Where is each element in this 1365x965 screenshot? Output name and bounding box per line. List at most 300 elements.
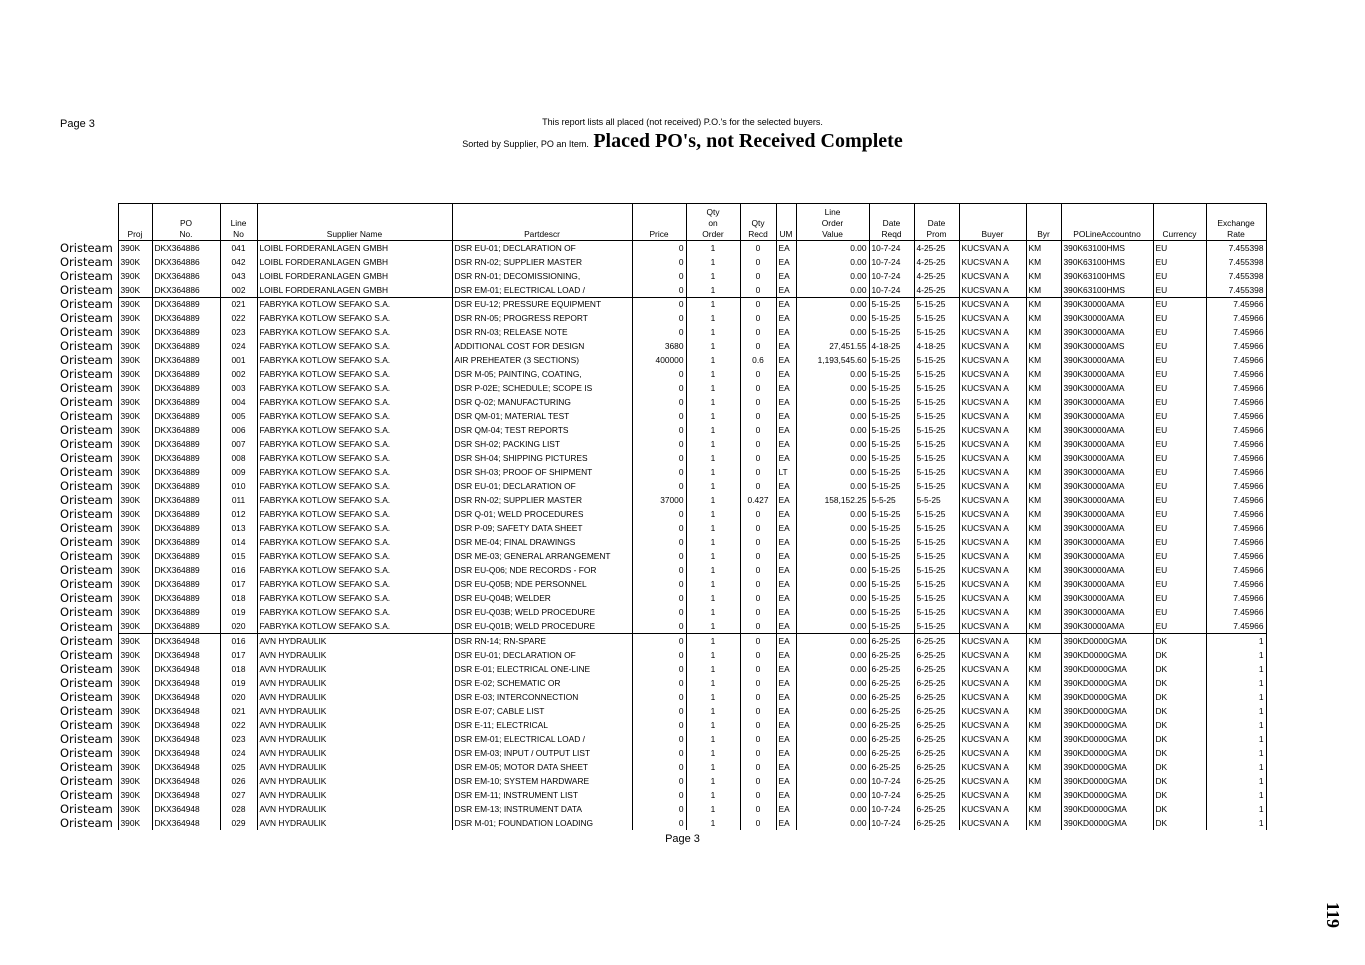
table-cell: 5-15-25 bbox=[914, 577, 959, 591]
table-cell: 1 bbox=[1206, 732, 1266, 746]
table-row bbox=[58, 802, 1266, 816]
org-label: Oristeam bbox=[60, 437, 113, 452]
table-cell: LT bbox=[776, 465, 796, 479]
table-cell: 022 bbox=[220, 718, 257, 732]
table-row bbox=[58, 521, 1266, 535]
column-header: PO No. bbox=[152, 204, 220, 241]
table-cell: 6-25-25 bbox=[869, 690, 914, 704]
table-cell: 7.45966 bbox=[1206, 493, 1266, 507]
table-cell: 4-25-25 bbox=[914, 269, 959, 283]
table-cell: 0 bbox=[632, 619, 686, 633]
table-row bbox=[58, 465, 1266, 479]
table-cell: 027 bbox=[220, 788, 257, 802]
table-cell: 0.00 bbox=[796, 325, 869, 339]
table-cell: 042 bbox=[220, 255, 257, 269]
table-cell: DKX364889 bbox=[152, 437, 220, 451]
table-cell: FABRYKA KOTLOW SEFAKO S.A. bbox=[257, 395, 452, 409]
table-cell: 5-15-25 bbox=[914, 423, 959, 437]
table-cell: 5-15-25 bbox=[914, 605, 959, 619]
table-cell: AVN HYDRAULIK bbox=[257, 718, 452, 732]
table-cell: EU bbox=[1153, 339, 1206, 353]
table-row bbox=[58, 283, 1266, 297]
table-cell: 7.45966 bbox=[1206, 521, 1266, 535]
table-cell: KUCSVAN A bbox=[959, 325, 1026, 339]
table-cell: 5-5-25 bbox=[914, 493, 959, 507]
table-cell: 0.6 bbox=[740, 353, 776, 367]
column-header: Currency bbox=[1153, 204, 1206, 241]
page-footer: Page 3 bbox=[665, 833, 700, 845]
table-cell: 390K bbox=[118, 690, 152, 704]
table-cell: DKX364889 bbox=[152, 367, 220, 381]
table-row bbox=[58, 732, 1266, 746]
table-cell: FABRYKA KOTLOW SEFAKO S.A. bbox=[257, 549, 452, 563]
table-cell: LOIBL FORDERANLAGEN GMBH bbox=[257, 283, 452, 297]
table-cell: DK bbox=[1153, 718, 1206, 732]
org-label: Oristeam bbox=[60, 325, 113, 340]
table-cell: 390K63100HMS bbox=[1061, 241, 1153, 255]
table-cell: 0.00 bbox=[796, 451, 869, 465]
table-cell: 6-25-25 bbox=[869, 704, 914, 718]
column-header: Buyer bbox=[959, 204, 1026, 241]
table-cell: DKX364948 bbox=[152, 760, 220, 774]
table-cell: 6-25-25 bbox=[914, 774, 959, 788]
table-cell: 5-15-25 bbox=[869, 577, 914, 591]
table-cell: 1 bbox=[686, 395, 740, 409]
org-label: Oristeam bbox=[60, 535, 113, 550]
table-cell: DSR EM-13; INSTRUMENT DATA bbox=[452, 802, 632, 816]
table-cell: KM bbox=[1026, 339, 1061, 353]
table-cell: DKX364889 bbox=[152, 591, 220, 605]
column-header: Qty on Order bbox=[686, 204, 740, 241]
table-cell: DSR EU-Q04B; WELDER bbox=[452, 591, 632, 605]
table-cell: 016 bbox=[220, 563, 257, 577]
column-header: POLineAccountno bbox=[1061, 204, 1153, 241]
table-cell: 390K30000AMA bbox=[1061, 353, 1153, 367]
table-cell: 0.00 bbox=[796, 760, 869, 774]
table-cell: 6-25-25 bbox=[914, 676, 959, 690]
table-cell: DKX364948 bbox=[152, 662, 220, 676]
table-cell: EU bbox=[1153, 297, 1206, 311]
table-cell: 6-25-25 bbox=[914, 816, 959, 830]
table-cell: 1 bbox=[686, 451, 740, 465]
table-cell: DK bbox=[1153, 732, 1206, 746]
table-cell: 020 bbox=[220, 690, 257, 704]
table-cell: 390K bbox=[118, 311, 152, 325]
table-cell: KUCSVAN A bbox=[959, 367, 1026, 381]
table-cell: KM bbox=[1026, 704, 1061, 718]
table-cell: 019 bbox=[220, 676, 257, 690]
table-cell: 390KD0000GMA bbox=[1061, 662, 1153, 676]
table-cell: 390K bbox=[118, 676, 152, 690]
table-cell: DKX364889 bbox=[152, 605, 220, 619]
table-cell: ADDITIONAL COST FOR DESIGN bbox=[452, 339, 632, 353]
table-cell: EA bbox=[776, 409, 796, 423]
table-cell: 012 bbox=[220, 507, 257, 521]
table-cell: 024 bbox=[220, 339, 257, 353]
table-cell: 5-15-25 bbox=[869, 605, 914, 619]
table-cell: 1 bbox=[686, 353, 740, 367]
table-cell: 390K bbox=[118, 241, 152, 255]
table-cell: DK bbox=[1153, 802, 1206, 816]
table-cell: 5-15-25 bbox=[869, 297, 914, 311]
table-cell: 6-25-25 bbox=[869, 718, 914, 732]
table-cell: 5-15-25 bbox=[869, 381, 914, 395]
table-cell: AVN HYDRAULIK bbox=[257, 788, 452, 802]
table-cell: 1 bbox=[686, 493, 740, 507]
table-cell: 390K bbox=[118, 577, 152, 591]
table-cell: 1 bbox=[686, 549, 740, 563]
table-cell: KUCSVAN A bbox=[959, 746, 1026, 760]
table-cell: DKX364948 bbox=[152, 732, 220, 746]
table-cell: 016 bbox=[220, 634, 257, 648]
table-cell: 0 bbox=[740, 676, 776, 690]
table-row bbox=[58, 381, 1266, 395]
page-title: Placed PO's, not Received Complete bbox=[593, 130, 903, 152]
org-label: Oristeam bbox=[60, 353, 113, 368]
table-row bbox=[58, 535, 1266, 549]
table-cell: 0 bbox=[740, 395, 776, 409]
table-cell: 390K bbox=[118, 269, 152, 283]
table-cell: KUCSVAN A bbox=[959, 732, 1026, 746]
table-cell: 0 bbox=[740, 423, 776, 437]
table-cell: DKX364948 bbox=[152, 718, 220, 732]
table-cell: 0 bbox=[632, 690, 686, 704]
table-cell: 0.00 bbox=[796, 605, 869, 619]
table-cell: KM bbox=[1026, 353, 1061, 367]
table-cell: DSR E-03; INTERCONNECTION bbox=[452, 690, 632, 704]
table-cell: EA bbox=[776, 774, 796, 788]
table-cell: 6-25-25 bbox=[914, 746, 959, 760]
table-cell: 1 bbox=[1206, 802, 1266, 816]
table-cell: 390K30000AMA bbox=[1061, 479, 1153, 493]
table-row bbox=[58, 311, 1266, 325]
table-cell: 0.00 bbox=[796, 619, 869, 633]
org-label: Oristeam bbox=[60, 773, 113, 788]
table-cell: 390K bbox=[118, 493, 152, 507]
table-cell: 0 bbox=[740, 746, 776, 760]
table-cell: EA bbox=[776, 732, 796, 746]
table-cell: 37000 bbox=[632, 493, 686, 507]
table-cell: EA bbox=[776, 339, 796, 353]
table-cell: 1 bbox=[686, 367, 740, 381]
table-cell: KM bbox=[1026, 311, 1061, 325]
table-cell: 27,451.55 bbox=[796, 339, 869, 353]
org-label: Oristeam bbox=[60, 381, 113, 396]
table-cell: 390K30000AMA bbox=[1061, 297, 1153, 311]
table-cell: 6-25-25 bbox=[914, 704, 959, 718]
table-cell: AVN HYDRAULIK bbox=[257, 746, 452, 760]
table-cell: 5-15-25 bbox=[869, 591, 914, 605]
table-cell: 0.427 bbox=[740, 493, 776, 507]
table-cell: 041 bbox=[220, 241, 257, 255]
table-cell: 390K bbox=[118, 381, 152, 395]
table-cell: 390K30000AMA bbox=[1061, 325, 1153, 339]
table-cell: 7.45966 bbox=[1206, 437, 1266, 451]
table-cell: 026 bbox=[220, 774, 257, 788]
table-cell: 390K30000AMA bbox=[1061, 577, 1153, 591]
table-cell: 1 bbox=[686, 507, 740, 521]
table-cell: 1 bbox=[1206, 648, 1266, 662]
table-cell: KUCSVAN A bbox=[959, 718, 1026, 732]
table-cell: 5-15-25 bbox=[914, 381, 959, 395]
org-label: Oristeam bbox=[60, 745, 113, 760]
table-cell: 1 bbox=[1206, 662, 1266, 676]
table-cell: 5-15-25 bbox=[869, 535, 914, 549]
table-cell: 390K30000AMA bbox=[1061, 521, 1153, 535]
table-cell: 5-15-25 bbox=[914, 535, 959, 549]
table-cell: 5-15-25 bbox=[869, 479, 914, 493]
table-cell: EA bbox=[776, 648, 796, 662]
table-cell: 390K bbox=[118, 451, 152, 465]
table-cell: 0 bbox=[632, 802, 686, 816]
table-row bbox=[58, 395, 1266, 409]
table-cell: DSR RN-01; DECOMISSIONING, bbox=[452, 269, 632, 283]
table-cell: 0.00 bbox=[796, 591, 869, 605]
table-cell: 7.45966 bbox=[1206, 409, 1266, 423]
table-cell: 0.00 bbox=[796, 241, 869, 255]
table-cell: KM bbox=[1026, 479, 1061, 493]
table-cell: 5-15-25 bbox=[869, 507, 914, 521]
table-cell: KUCSVAN A bbox=[959, 690, 1026, 704]
column-header: Date Reqd bbox=[869, 204, 914, 241]
table-row bbox=[58, 577, 1266, 591]
table-cell: DSR RN-02; SUPPLIER MASTER bbox=[452, 493, 632, 507]
table-cell: KUCSVAN A bbox=[959, 676, 1026, 690]
table-cell: DKX364948 bbox=[152, 648, 220, 662]
table-cell: DKX364889 bbox=[152, 493, 220, 507]
org-label: Oristeam bbox=[60, 479, 113, 494]
table-cell: KM bbox=[1026, 619, 1061, 633]
table-cell: KM bbox=[1026, 549, 1061, 563]
table-cell: 390K30000AMA bbox=[1061, 535, 1153, 549]
org-label: Oristeam bbox=[60, 282, 113, 297]
table-cell: 0 bbox=[632, 535, 686, 549]
table-cell: 390K63100HMS bbox=[1061, 269, 1153, 283]
table-cell: EU bbox=[1153, 311, 1206, 325]
table-cell: EU bbox=[1153, 367, 1206, 381]
table-row bbox=[58, 437, 1266, 451]
page-label: Page 3 bbox=[60, 118, 95, 130]
table-cell: DSR QM-04; TEST REPORTS bbox=[452, 423, 632, 437]
table-row bbox=[58, 634, 1266, 648]
table-cell: 6-25-25 bbox=[869, 760, 914, 774]
table-row bbox=[58, 549, 1266, 563]
table-cell: 5-15-25 bbox=[869, 619, 914, 633]
table-cell: 390K63100HMS bbox=[1061, 255, 1153, 269]
table-cell: 390K bbox=[118, 718, 152, 732]
table-header-row bbox=[58, 204, 1266, 241]
table-cell: 0 bbox=[632, 591, 686, 605]
table-cell: 390K bbox=[118, 255, 152, 269]
org-label: Oristeam bbox=[60, 675, 113, 690]
table-cell: 0 bbox=[740, 269, 776, 283]
table-cell: 028 bbox=[220, 802, 257, 816]
column-header: Proj bbox=[118, 204, 152, 241]
table-row bbox=[58, 507, 1266, 521]
table-row bbox=[58, 619, 1266, 633]
table-cell: KM bbox=[1026, 297, 1061, 311]
table-cell: 0.00 bbox=[796, 255, 869, 269]
table-cell: 0 bbox=[740, 311, 776, 325]
table-cell: 0.00 bbox=[796, 662, 869, 676]
table-cell: 5-15-25 bbox=[914, 479, 959, 493]
table-cell: 003 bbox=[220, 381, 257, 395]
table-cell: 1 bbox=[1206, 704, 1266, 718]
table-cell: AVN HYDRAULIK bbox=[257, 732, 452, 746]
column-header: Line No bbox=[220, 204, 257, 241]
table-cell: 0 bbox=[740, 634, 776, 648]
table-cell: 400000 bbox=[632, 353, 686, 367]
table-cell: EU bbox=[1153, 535, 1206, 549]
table-cell: DK bbox=[1153, 816, 1206, 830]
table-cell: DSR EM-11; INSTRUMENT LIST bbox=[452, 788, 632, 802]
table-cell: EA bbox=[776, 591, 796, 605]
table-cell: 390K bbox=[118, 788, 152, 802]
table-cell: DSR RN-05; PROGRESS REPORT bbox=[452, 311, 632, 325]
table-cell: DKX364889 bbox=[152, 563, 220, 577]
table-cell: 0.00 bbox=[796, 409, 869, 423]
table-cell: DKX364889 bbox=[152, 535, 220, 549]
table-cell: KUCSVAN A bbox=[959, 577, 1026, 591]
table-cell: DKX364886 bbox=[152, 283, 220, 297]
table-cell: DKX364889 bbox=[152, 479, 220, 493]
table-cell: DK bbox=[1153, 760, 1206, 774]
table-cell: 10-7-24 bbox=[869, 241, 914, 255]
table-cell: 390KD0000GMA bbox=[1061, 788, 1153, 802]
table-cell: 0.00 bbox=[796, 746, 869, 760]
table-cell: 0 bbox=[632, 437, 686, 451]
table-cell: 023 bbox=[220, 325, 257, 339]
table-cell: 390K30000AMS bbox=[1061, 339, 1153, 353]
table-cell: 1 bbox=[686, 241, 740, 255]
column-header: Supplier Name bbox=[257, 204, 452, 241]
table-cell: 7.455398 bbox=[1206, 269, 1266, 283]
table-cell: 010 bbox=[220, 479, 257, 493]
table-cell: 1 bbox=[686, 325, 740, 339]
table-cell: KUCSVAN A bbox=[959, 605, 1026, 619]
table-cell: KM bbox=[1026, 634, 1061, 648]
table-cell: EU bbox=[1153, 409, 1206, 423]
table-cell: KM bbox=[1026, 367, 1061, 381]
table-cell: 019 bbox=[220, 605, 257, 619]
org-label: Oristeam bbox=[60, 801, 113, 816]
table-cell: 390K30000AMA bbox=[1061, 563, 1153, 577]
table-cell: 0 bbox=[740, 774, 776, 788]
table-cell: KUCSVAN A bbox=[959, 283, 1026, 297]
table-cell: 390K bbox=[118, 479, 152, 493]
table-cell: DSR EU-12; PRESSURE EQUIPMENT bbox=[452, 297, 632, 311]
table-cell: 5-15-25 bbox=[869, 451, 914, 465]
table-cell: 0 bbox=[632, 451, 686, 465]
table-cell: FABRYKA KOTLOW SEFAKO S.A. bbox=[257, 563, 452, 577]
table-cell: 390K bbox=[118, 591, 152, 605]
table-cell: 0.00 bbox=[796, 718, 869, 732]
table-cell: 390K30000AMA bbox=[1061, 507, 1153, 521]
table-cell: 7.45966 bbox=[1206, 479, 1266, 493]
table-cell: EA bbox=[776, 437, 796, 451]
table-cell: 390K bbox=[118, 760, 152, 774]
table-cell: AVN HYDRAULIK bbox=[257, 774, 452, 788]
table-cell: EU bbox=[1153, 507, 1206, 521]
table-cell: KM bbox=[1026, 788, 1061, 802]
table-cell: 0.00 bbox=[796, 788, 869, 802]
table-cell: DKX364889 bbox=[152, 311, 220, 325]
table-cell: 0.00 bbox=[796, 437, 869, 451]
table-cell: 390K30000AMA bbox=[1061, 549, 1153, 563]
table-cell: 1 bbox=[686, 802, 740, 816]
table-row bbox=[58, 353, 1266, 367]
org-label: Oristeam bbox=[60, 759, 113, 774]
table-cell: 0 bbox=[740, 437, 776, 451]
table-cell: 0 bbox=[740, 704, 776, 718]
table-cell: 6-25-25 bbox=[914, 760, 959, 774]
table-cell: KM bbox=[1026, 507, 1061, 521]
table-cell: 390K30000AMA bbox=[1061, 437, 1153, 451]
table-cell: EA bbox=[776, 802, 796, 816]
table-cell: DSR QM-01; MATERIAL TEST bbox=[452, 409, 632, 423]
org-label: Oristeam bbox=[60, 647, 113, 662]
table-cell: 0 bbox=[740, 451, 776, 465]
table-cell: DKX364889 bbox=[152, 353, 220, 367]
table-cell: 1,193,545.60 bbox=[796, 353, 869, 367]
table-cell: 390K63100HMS bbox=[1061, 283, 1153, 297]
table-cell: 0 bbox=[740, 507, 776, 521]
table-cell: EA bbox=[776, 241, 796, 255]
table-cell: 005 bbox=[220, 409, 257, 423]
table-cell: 1 bbox=[686, 648, 740, 662]
table-cell: FABRYKA KOTLOW SEFAKO S.A. bbox=[257, 409, 452, 423]
table-cell: 043 bbox=[220, 269, 257, 283]
table-cell: 0 bbox=[632, 507, 686, 521]
table-cell: KM bbox=[1026, 760, 1061, 774]
table-cell: 021 bbox=[220, 704, 257, 718]
table-cell: EU bbox=[1153, 493, 1206, 507]
table-cell: 004 bbox=[220, 395, 257, 409]
table-cell: KM bbox=[1026, 732, 1061, 746]
table-cell: 002 bbox=[220, 367, 257, 381]
table-cell: 6-25-25 bbox=[869, 634, 914, 648]
table-cell: 5-15-25 bbox=[869, 437, 914, 451]
table-cell: DK bbox=[1153, 774, 1206, 788]
table-cell: 0.00 bbox=[796, 297, 869, 311]
table-cell: 0.00 bbox=[796, 549, 869, 563]
table-cell: LOIBL FORDERANLAGEN GMBH bbox=[257, 241, 452, 255]
table-cell: KM bbox=[1026, 605, 1061, 619]
table-cell: 1 bbox=[686, 339, 740, 353]
table-cell: 1 bbox=[686, 283, 740, 297]
table-cell: DSR ME-04; FINAL DRAWINGS bbox=[452, 535, 632, 549]
table-cell: 0 bbox=[632, 465, 686, 479]
table-cell: KUCSVAN A bbox=[959, 802, 1026, 816]
table-cell: 0 bbox=[632, 774, 686, 788]
table-cell: DSR RN-02; SUPPLIER MASTER bbox=[452, 255, 632, 269]
table-cell: 0.00 bbox=[796, 479, 869, 493]
table-cell: 0 bbox=[632, 269, 686, 283]
table-cell: 0.00 bbox=[796, 283, 869, 297]
table-cell: EA bbox=[776, 662, 796, 676]
table-cell: EU bbox=[1153, 241, 1206, 255]
table-cell: DSR E-02; SCHEMATIC OR bbox=[452, 676, 632, 690]
table-cell: DKX364889 bbox=[152, 521, 220, 535]
table-cell: 5-15-25 bbox=[914, 521, 959, 535]
table-cell: 1 bbox=[686, 297, 740, 311]
org-label: Oristeam bbox=[60, 577, 113, 592]
table-cell: KUCSVAN A bbox=[959, 423, 1026, 437]
org-label: Oristeam bbox=[60, 507, 113, 522]
table-cell: 007 bbox=[220, 437, 257, 451]
table-cell: FABRYKA KOTLOW SEFAKO S.A. bbox=[257, 493, 452, 507]
table-cell: DSR RN-03; RELEASE NOTE bbox=[452, 325, 632, 339]
